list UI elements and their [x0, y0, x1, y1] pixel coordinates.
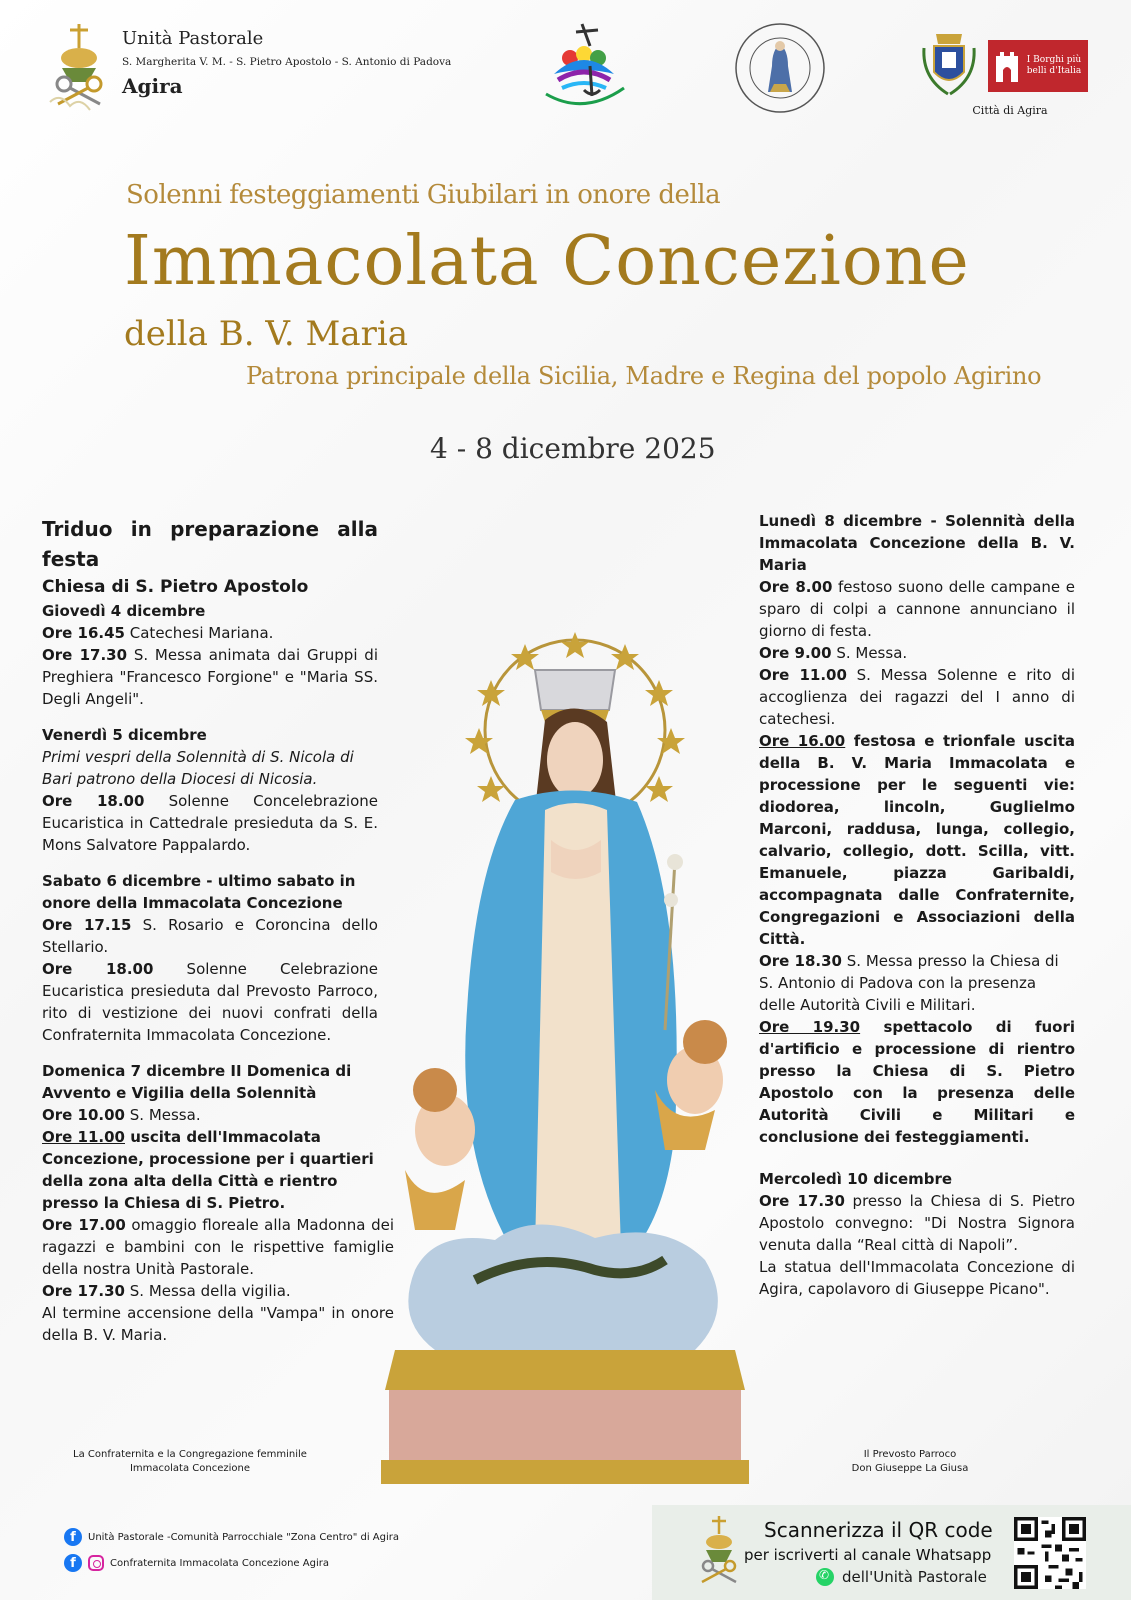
day-8-event-5	[759, 950, 1075, 1016]
qr-title: Scannerizza il QR code	[764, 1518, 993, 1542]
day-5-note-text: Primi vespri della Solennità di S. Nicola di Bari patrono della Diocesi di Nicosia.	[42, 748, 354, 788]
day-4-title	[42, 600, 378, 622]
page-title: Immacolata Concezione	[124, 222, 970, 301]
unita-pastorale-small-logo	[690, 1512, 748, 1592]
event-text: S. Messa della vigilia.	[125, 1282, 291, 1300]
event-text: La statua dell'Immacolata Concezione di Agira, capolavoro di Giuseppe Picano".	[759, 1258, 1075, 1298]
title-patrona: Patrona principale della Sicilia, Madre e Regina del popolo Agirino	[246, 362, 1042, 390]
whatsapp-channel-link[interactable]	[816, 1568, 987, 1586]
event-time: Ore 18.30	[759, 952, 842, 970]
signature-line: Don Giuseppe La Giusa	[851, 1463, 969, 1474]
event-time: Ore 18.00	[42, 792, 145, 810]
event-time: Ore 16.45	[42, 624, 125, 642]
event-time: Ore 17.30	[759, 1192, 845, 1210]
event-text: Solenne Concelebrazione Eucaristica in Cattedrale presieduta da S. E. Mons Salvatore Pappalardo.	[42, 792, 378, 854]
day-7-event-2	[42, 1126, 394, 1214]
qr-subtitle: per iscriverti al canale Whatsapp	[744, 1546, 992, 1564]
unita-pastorale-name: Unità Pastorale	[122, 28, 264, 49]
event-time: Ore 11.00	[42, 1128, 125, 1146]
borghi-label: I Borghi più belli d'Italia	[1026, 55, 1082, 76]
event-text: S. Rosario e Coroncina dello Stellario.	[42, 916, 378, 956]
event-dates: 4 - 8 dicembre 2025	[430, 432, 716, 465]
event-text: S. Messa animata dai Gruppi di Preghiera "Francesco Forgione" e "Maria SS. Degli Angeli".	[42, 646, 378, 708]
facebook-icon: f	[64, 1554, 82, 1572]
event-text: presso la Chiesa di S. Pietro Apostolo convegno: "Di Nostra Signora venuta dalla “Real città di Napoli”.	[759, 1192, 1075, 1254]
church-name-text: Chiesa di S. Pietro Apostolo	[42, 577, 309, 597]
qr-subtitle-2: dell'Unità Pastorale	[842, 1568, 987, 1586]
triduo-title	[42, 514, 378, 574]
day-4-event-2	[42, 644, 378, 710]
day-8-event-1	[759, 576, 1075, 642]
day-7-event-3	[42, 1214, 394, 1280]
city-label: Città di Agira	[972, 104, 1048, 117]
church-name	[42, 574, 378, 600]
event-time: Ore 17.30	[42, 646, 128, 664]
day-6-event-2	[42, 958, 378, 1046]
signature-confraternita	[60, 1448, 320, 1476]
event-time: Ore 8.00	[759, 578, 833, 596]
event-time: Ore 17.15	[42, 916, 132, 934]
facebook-page-name: Unità Pastorale -Comunità Parrocchiale "Zona Centro" di Agira	[88, 1531, 400, 1543]
day-5-title-text: Venerdì 5 dicembre	[42, 726, 207, 744]
event-time: Ore 10.00	[42, 1106, 125, 1124]
castle-icon	[994, 48, 1020, 84]
event-time: Ore 19.30	[759, 1018, 861, 1036]
day-10-title-text: Mercoledì 10 dicembre	[759, 1170, 953, 1188]
right-column-program	[759, 510, 1075, 1300]
day-5-event-1	[42, 790, 378, 856]
day-4-title-text: Giovedì 4 dicembre	[42, 602, 206, 620]
facebook-icon: f	[64, 1528, 82, 1546]
day-4-event-1	[42, 622, 378, 644]
event-text: S. Messa presso la Chiesa di S. Antonio di Padova con la presenza delle Autorità Civili e Militari.	[759, 952, 1059, 1014]
day-6-title-text: Sabato 6 dicembre - ultimo sabato in onore della Immacolata Concezione	[42, 872, 356, 912]
event-text: spettacolo di fuori d'artificio e processione di rientro presso la Chiesa di S. Pietro Apostolo con la presenza delle Autorità Civili e Militari e conclusione dei festeggiamenti.	[759, 1018, 1075, 1146]
triduo-title-text: Triduo in preparazione alla festa	[42, 517, 378, 571]
title-intro: Solenni festeggiamenti Giubilari in onore della	[126, 180, 721, 210]
event-text: Solenne Celebrazione Eucaristica presieduta dal Prevosto Parroco, rito di vestizione dei nuovi confrati della Confraternita Immacolata Concezione.	[42, 960, 378, 1044]
event-text: S. Messa Solenne e rito di accoglienza dei ragazzi del I anno di catechesi.	[759, 666, 1075, 728]
unita-pastorale-logo	[40, 18, 118, 114]
signature-prevosto	[830, 1448, 990, 1476]
day-8-event-3	[759, 664, 1075, 730]
day-10-title	[759, 1168, 1075, 1190]
event-time: Ore 11.00	[759, 666, 847, 684]
day-5-title	[42, 724, 378, 746]
event-time: Ore 9.00	[759, 644, 832, 662]
event-text: uscita dell'Immacolata Concezione, processione per i quartieri della zona alta della Città e rientro presso la Chiesa di S. Pietro.	[42, 1128, 374, 1212]
whatsapp-icon	[816, 1568, 834, 1586]
confraternita-social-name: Confraternita Immacolata Concezione Agira	[110, 1557, 329, 1569]
signature-line: La Confraternita e la Congregazione femminile	[73, 1449, 307, 1460]
day-7-event-5	[42, 1302, 394, 1346]
facebook-link-unita[interactable]	[64, 1528, 399, 1546]
immacolata-statue-image	[375, 610, 755, 1490]
day-7-title-text: Domenica 7 dicembre II Domenica di Avvento e Vigilia della Solennità	[42, 1062, 352, 1102]
event-time: Ore 17.30	[42, 1282, 125, 1300]
day-10-event-2	[759, 1256, 1075, 1300]
event-time: Ore 18.00	[42, 960, 154, 978]
day-8-title	[759, 510, 1075, 576]
event-text: Al termine accensione della "Vampa" in onore della B. V. Maria.	[42, 1304, 394, 1344]
event-text: S. Messa.	[831, 644, 908, 662]
day-10-event-1	[759, 1190, 1075, 1256]
unita-pastorale-parishes: S. Margherita V. M. - S. Pietro Apostolo - S. Antonio di Padova	[122, 56, 452, 68]
day-6-event-1	[42, 914, 378, 958]
day-8-event-6	[759, 1016, 1075, 1148]
day-7-event-1	[42, 1104, 378, 1126]
signature-line: Immacolata Concezione	[129, 1463, 251, 1474]
social-link-confraternita[interactable]	[64, 1554, 329, 1572]
confraternita-seal	[732, 20, 828, 116]
jubilee-2025-logo	[532, 16, 636, 116]
unita-pastorale-city: Agira	[122, 74, 183, 98]
event-text: festoso suono delle campane e sparo di colpi a cannone annunciano il giorno di festa.	[759, 578, 1075, 640]
day-8-title-text: Lunedì 8 dicembre - Solennità della Immacolata Concezione della B. V. Maria	[759, 512, 1075, 574]
agira-coat-of-arms	[920, 28, 978, 100]
day-7-event-4	[42, 1280, 378, 1302]
day-8-event-4	[759, 730, 1075, 950]
left-column-program	[42, 514, 394, 1346]
event-time: Ore 17.00	[42, 1216, 126, 1234]
event-text: Catechesi Mariana.	[125, 624, 274, 642]
title-sub: della B. V. Maria	[124, 314, 409, 354]
event-text: S. Messa.	[125, 1106, 201, 1124]
event-text: festosa e trionfale uscita della B. V. Maria Immacolata e processione per le seguenti vie: diodorea, lincoln, Guglielmo Marconi, raddusa, lunga, collegio, calvario, collegio, dott. Scilla, vitt. Emanuele, piazza Garibaldi, accompagnata dalle Confraternite, Congregazioni e Associazioni della Città.	[759, 732, 1075, 948]
day-7-title	[42, 1060, 394, 1104]
day-5-note	[42, 746, 378, 790]
event-text: omaggio floreale alla Madonna dei ragazzi e bambini con le rispettive famiglie della nostra Unità Pastorale.	[42, 1216, 394, 1278]
day-6-title	[42, 870, 378, 914]
borghi-belli-badge	[988, 40, 1088, 92]
instagram-icon	[88, 1555, 104, 1571]
event-time: Ore 16.00	[759, 732, 846, 750]
day-8-event-2	[759, 642, 1075, 664]
qr-code[interactable]	[1014, 1517, 1086, 1589]
signature-line: Il Prevosto Parroco	[863, 1449, 957, 1460]
